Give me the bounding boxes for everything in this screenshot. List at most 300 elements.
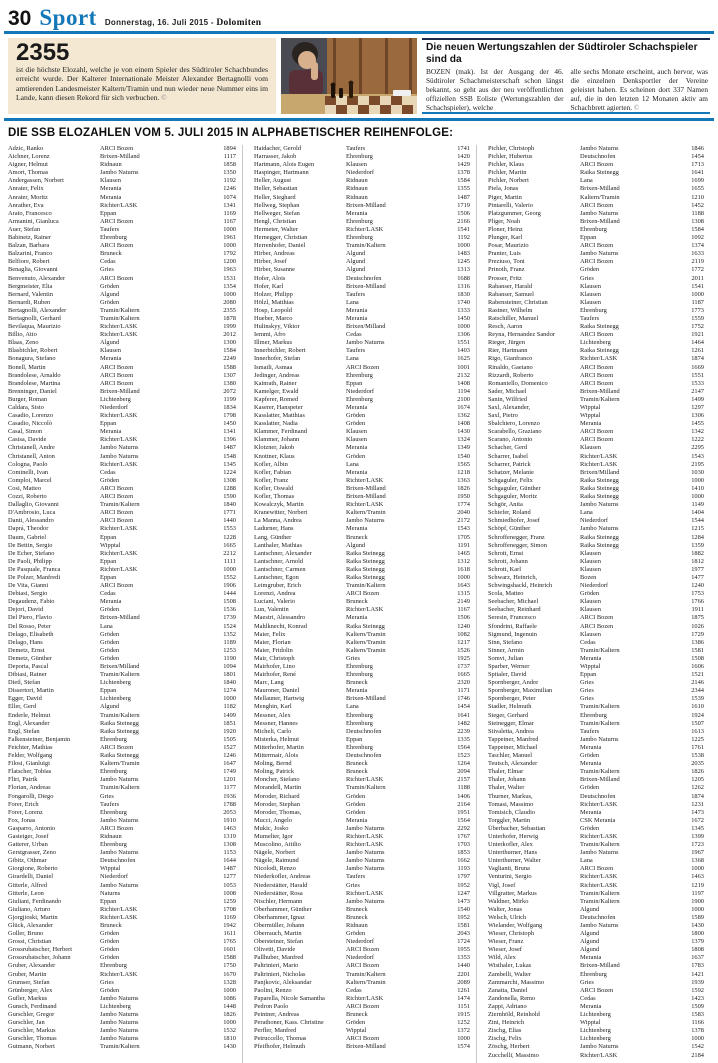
player-club: Bruneck [346, 768, 368, 776]
player-name: Taschler, Manuel [488, 752, 533, 760]
player-elo: 1544 [691, 517, 704, 525]
player-club: Ridnaun [346, 177, 368, 185]
player-elo: 1543 [691, 452, 704, 460]
player-elo: 1253 [223, 646, 236, 654]
player-name: Kofler, Fabian [254, 468, 292, 476]
player-club: Klausen [580, 557, 601, 565]
player-name: Eller, Gerd [8, 703, 37, 711]
player-elo: 1670 [223, 970, 236, 978]
player-elo: 1319 [223, 832, 236, 840]
player-name: Gutmann, Norbert [8, 1043, 55, 1051]
player-elo: 1000 [691, 493, 704, 501]
player-name: Tomasi, Massimo [488, 800, 534, 808]
player-elo: 2344 [691, 687, 704, 695]
player-name: Grossi, Christian [8, 938, 52, 946]
player-elo: 1708 [223, 905, 236, 913]
player-elo: 1308 [223, 841, 236, 849]
player-club: Tramin/Kaltern [100, 784, 140, 792]
player-elo: 1633 [691, 250, 704, 258]
player-row [488, 1035, 704, 1043]
page-number: 30 [8, 7, 32, 30]
player-club: Eppan [100, 533, 117, 541]
player-elo: 1396 [223, 436, 236, 444]
player-club: Raika Steinegg [100, 752, 139, 760]
player-club: Algund [100, 339, 120, 347]
player-row [254, 906, 470, 914]
player-name: Seresin, Francesco [488, 614, 536, 622]
player-elo: 1313 [457, 266, 470, 274]
player-name: Scarabello, Graziano [488, 428, 542, 436]
player-elo: 1240 [691, 582, 704, 590]
player-row [254, 469, 470, 477]
player-name: Rabanser, Harald [488, 282, 533, 290]
player-name: Engl, Stefan [8, 727, 40, 735]
player-row [254, 436, 470, 444]
player-row [254, 922, 470, 930]
player-name: Piger, Martin [488, 193, 522, 201]
player-row [8, 185, 236, 193]
player-row [8, 752, 236, 760]
player-name: Rigo, Gianfranco [488, 355, 533, 363]
player-club: Klausen [580, 298, 601, 306]
player-elo: 1053 [223, 881, 236, 889]
player-club: Raika Steinegg [580, 476, 619, 484]
player-row [488, 590, 704, 598]
player-club: Raika Steinegg [580, 541, 619, 549]
player-club: Merania [100, 193, 122, 201]
player-club: Gröden [100, 954, 120, 962]
player-name: Bernard, Valentin [8, 290, 53, 298]
player-elo: 1574 [457, 1043, 470, 1051]
player-club: Richter/LASK [100, 436, 138, 444]
player-name: Sigmund, Ingenuin [488, 630, 537, 638]
player-row [254, 760, 470, 768]
player-elo: 1705 [457, 533, 470, 541]
player-elo: 1853 [457, 849, 470, 857]
player-row [488, 930, 704, 938]
player-club: Ehrenburg [346, 371, 373, 379]
player-row [254, 598, 470, 606]
player-row [254, 971, 470, 979]
player-name: Comploi, Marcel [8, 476, 52, 484]
player-elo: 1761 [691, 743, 704, 751]
player-row [488, 987, 704, 995]
player-name: Kowalczyk, Martin [254, 501, 304, 509]
player-elo: 1644 [223, 857, 236, 865]
player-elo: 1000 [691, 476, 704, 484]
player-name: Schgaguler, Günther [488, 484, 541, 492]
player-elo: 1408 [457, 420, 470, 428]
player-club: Merania [346, 468, 368, 476]
player-club: Deutschnofen [346, 752, 382, 760]
player-row [254, 712, 470, 720]
player-name: Kofler, Thomas [254, 493, 295, 501]
player-name: Venturini, Sergio [488, 873, 532, 881]
player-elo: 1900 [691, 897, 704, 905]
player-club: Jambo Naturns [580, 922, 619, 929]
player-club: Brixen-Milland [580, 387, 620, 395]
player-club: Brixen-Milland [580, 962, 620, 970]
player-club: Gröden [346, 808, 366, 816]
player-club: Ehrenburg [100, 234, 127, 242]
player-row [488, 299, 704, 307]
player-name: Mitterhofer, Martin [254, 743, 304, 751]
player-elo: 1792 [223, 250, 236, 258]
player-name: Pliger, Noah [488, 217, 521, 225]
player-elo: 1308 [223, 476, 236, 484]
player-club: Jambo Naturns [580, 1043, 619, 1051]
player-row [488, 663, 704, 671]
player-elo: 1506 [457, 614, 470, 622]
player-name: Thaler, Walter [488, 784, 525, 792]
player-club: Merania [346, 306, 368, 314]
player-name: Muscolino, Attilio [254, 841, 301, 849]
player-row [488, 979, 704, 987]
player-name: Dallaglio, Giovanni [8, 501, 59, 509]
player-name: Felder, Wolfgang [8, 752, 53, 760]
player-elo: 1581 [457, 922, 470, 929]
player-name: Wild, Alex [488, 954, 516, 962]
player-row [8, 299, 236, 307]
player-name: Schacher, Gerd [488, 444, 528, 452]
player-name: Casadio, Lorenzo [8, 412, 54, 420]
player-club: Taufers [346, 290, 366, 298]
player-elo: 1952 [457, 881, 470, 889]
player-row [8, 218, 236, 226]
player-row [488, 841, 704, 849]
player-name: Heller, Sieghard [254, 193, 296, 201]
player-name: Brandolese, Arnaldo [8, 371, 61, 379]
player-club: Ehrenburg [346, 711, 373, 719]
player-club: Richter/LASK [100, 913, 138, 921]
player-elo: 1505 [223, 735, 236, 743]
player-name: Benaglia, Giovanni [8, 266, 58, 274]
player-club: Jambo Naturns [100, 452, 139, 460]
player-club: Taufers [346, 347, 366, 355]
player-club: ARCI Bozen [580, 379, 614, 387]
player-row [254, 177, 470, 185]
list-column-3 [476, 145, 710, 1063]
player-club: Niederdorf [346, 169, 375, 177]
player-elo: 1874 [691, 355, 704, 363]
player-club: Lichtenberg [580, 1027, 611, 1035]
player-name: Gasteiger, Josef [8, 832, 49, 840]
brand-logo: Dolomiten [216, 18, 262, 28]
player-name: Unterthurner, Hans [488, 849, 538, 857]
player-name: Schwarz, Heinrich, [488, 573, 538, 581]
player-row [8, 388, 236, 396]
player-elo: 1521 [691, 671, 704, 679]
player-elo: 1264 [457, 760, 470, 768]
player-row [254, 987, 470, 995]
player-elo: 1536 [223, 606, 236, 614]
player-club: Lana [580, 177, 593, 185]
player-name: Rieger, Jürgen [488, 339, 525, 347]
player-elo: 1335 [457, 735, 470, 743]
player-row [488, 444, 704, 452]
player-row [254, 461, 470, 469]
player-elo: 1379 [691, 938, 704, 946]
player-name: Del Rosso, Peter [8, 622, 51, 630]
player-club: Jambo Naturns [580, 145, 619, 152]
player-elo: 1240 [457, 622, 470, 630]
player-elo: 1753 [691, 590, 704, 598]
player-elo: 2292 [457, 824, 470, 832]
player-club: Raika Steinegg [580, 484, 619, 492]
player-name: Schgaguler, Moritz [488, 493, 538, 501]
player-name: Menghin, Karl [254, 703, 292, 711]
player-name: Wisthaler, Lukas [488, 962, 532, 970]
player-elo: 1000 [223, 290, 236, 298]
player-elo: 1543 [457, 525, 470, 533]
player-name: Auer, Stefan [8, 225, 41, 233]
player-row [8, 1019, 236, 1027]
player-row [254, 501, 470, 509]
player-name: Gjorgjioski, Martin [8, 913, 58, 921]
player-club: Algund [580, 905, 600, 913]
player-elo: 1454 [691, 153, 704, 161]
player-name: Maier, Felix [254, 630, 286, 638]
player-name: Schgör, Anita [488, 501, 523, 509]
player-elo: 1723 [691, 841, 704, 849]
player-elo: 1788 [223, 800, 236, 808]
player-row [8, 946, 236, 954]
player-elo: 2166 [457, 217, 470, 225]
player-elo: 1746 [457, 695, 470, 703]
player-elo: 1086 [223, 994, 236, 1002]
player-row [254, 1043, 470, 1051]
player-row [8, 542, 236, 550]
player-name: Bertagnolli, Gerhard [8, 314, 61, 322]
player-name: Somvi, Julian [488, 654, 524, 662]
player-elo: 1951 [457, 808, 470, 816]
player-row [488, 873, 704, 881]
player-elo: 1482 [457, 719, 470, 727]
player-club: Brixen-Milland [100, 614, 140, 622]
player-club: Jambo Naturns [100, 881, 139, 889]
player-name: Cozzi, Roberto [8, 493, 47, 501]
player-row [8, 477, 236, 485]
player-row [488, 477, 704, 485]
player-club: Gries [346, 881, 360, 889]
player-club: Jambo Naturns [100, 1011, 139, 1019]
player-row [254, 234, 470, 242]
player-name: Mellauner, Hartwig [254, 695, 305, 703]
player-club: Klausen [580, 282, 601, 290]
player-name: Kasslatter, Nadia [254, 420, 298, 428]
player-name: Ladurner, Hans [254, 525, 294, 533]
player-name: Rizzardi, Roberto [488, 371, 534, 379]
player-club: Eppan [580, 234, 597, 242]
player-club: Ehrenburg [346, 234, 373, 242]
player-name: Zöschg, Herbert [488, 1043, 530, 1051]
list-column-2 [242, 145, 476, 1063]
player-club: Tramin/Kaltern [580, 646, 620, 654]
player-club: Gröden [346, 1019, 366, 1027]
player-name: Burger, Roman [8, 395, 48, 403]
player-elo: 1350 [223, 169, 236, 177]
player-row [488, 679, 704, 687]
player-row [8, 744, 236, 752]
player-club: Raika Steinegg [580, 493, 619, 501]
player-club: Wipptal [100, 541, 121, 549]
player-name: Sparber, Werner [488, 663, 530, 670]
player-elo: 1352 [223, 630, 236, 638]
player-name: Giorgione, Roberto [8, 865, 58, 873]
player-name: Moling, Patrick [254, 768, 295, 776]
player-elo: 1565 [457, 460, 470, 468]
player-club: Brixen-Milland [346, 1043, 386, 1051]
player-club: Wipptal [346, 1027, 367, 1035]
player-name: Unterthurner, Walter [488, 857, 541, 865]
player-name: Daprá, Theodor [8, 525, 49, 533]
article-endmark: © [633, 103, 640, 112]
player-elo: 1878 [223, 314, 236, 322]
player-club: Wipptal [580, 663, 601, 670]
player-row [8, 768, 236, 776]
player-row [8, 841, 236, 849]
player-name: Gitterle, Leon [8, 889, 44, 897]
player-row [488, 712, 704, 720]
player-club: Gröden [346, 792, 366, 800]
player-elo: 1153 [223, 849, 236, 857]
player-row [488, 202, 704, 210]
player-club: Tramin/Kaltern [580, 897, 620, 905]
player-club: ARCI Bozen [580, 436, 614, 444]
player-row [254, 404, 470, 412]
player-name: Fox, Jonas [8, 816, 36, 824]
player-club: Brixen-Milland [346, 493, 386, 501]
player-club: Jambo Naturns [580, 525, 619, 533]
player-club: Bruneck [100, 922, 122, 929]
player-name: Spornberger, Peter [488, 695, 536, 703]
player-name: Gufler, Markus [8, 994, 48, 1002]
player-club: Klausen [346, 428, 367, 436]
player-elo: 1228 [223, 533, 236, 541]
player-club: Tramin/Kaltern [100, 306, 140, 314]
player-name: Hellweg, Stephan [254, 201, 300, 209]
player-elo: 2320 [457, 679, 470, 687]
player-club: Gröden [100, 298, 120, 306]
player-elo: 1342 [691, 428, 704, 436]
player-name: Casadio, Niccolò [8, 420, 53, 428]
player-row [8, 1011, 236, 1019]
player-elo: 1858 [223, 161, 236, 169]
player-name: Balzarini, Franco [8, 250, 53, 258]
player-name: Mairhofer, René [254, 671, 296, 679]
player-club: Tramin/Kaltern [580, 889, 620, 897]
player-elo: 1507 [691, 719, 704, 727]
player-club: Eppan [580, 671, 597, 679]
player-name: Heller, August [254, 177, 292, 185]
player-row [488, 339, 704, 347]
player-row [254, 1019, 470, 1027]
player-row [488, 501, 704, 509]
player-name: Del Piero, Flavio [8, 614, 52, 622]
player-row [488, 744, 704, 752]
player-elo: 2184 [691, 1051, 704, 1059]
player-club: Lichtenberg [100, 695, 131, 703]
player-elo: 2072 [223, 387, 236, 395]
player-row [488, 493, 704, 501]
player-name: De Paoli, Philipp [8, 557, 52, 565]
player-row [8, 420, 236, 428]
player-club: ARCI Bozen [346, 590, 380, 598]
player-name: Stadler, Helmuth [488, 703, 532, 711]
player-elo: 1477 [691, 573, 704, 581]
player-row [8, 728, 236, 736]
player-elo: 1713 [691, 161, 704, 169]
player-elo: 1812 [691, 557, 704, 565]
player-club: Jambo Naturns [580, 209, 619, 217]
player-elo: 1000 [223, 565, 236, 573]
player-club: Ehrenburg [580, 970, 607, 978]
player-club: Raika Steinegg [580, 347, 619, 355]
player-elo: 1194 [457, 387, 470, 395]
player-name: Mauroner, Daniel [254, 687, 300, 695]
player-row [254, 865, 470, 873]
player-club: Brixen-Milland [346, 695, 386, 703]
article-col-1: BOZEN (mak). Ist der Ausgang der 46. Südtiroler Schachmeisterschaft schon längst bekannt, so geht aus der neu veröffentlichten offiziellen SSB Eoliste (Wertungszahlen der Schachspieler), welche [426, 67, 564, 112]
player-club: Lichtenberg [580, 339, 611, 347]
player-club: Gröden [100, 606, 120, 614]
player-name: Engl, Alexander [8, 719, 50, 727]
player-elo: 1246 [223, 752, 236, 760]
player-name: Christanell, Anton [8, 452, 55, 460]
player-club: Niederdorf [580, 517, 609, 525]
player-club: Bruneck [100, 250, 122, 258]
player-row [8, 347, 236, 355]
player-elo: 2119 [691, 258, 704, 266]
player-club: Wipptal [580, 412, 601, 420]
player-name: Pichler, Hubertus [488, 153, 533, 161]
player-name: Forer, Lorenz [8, 808, 43, 816]
player-row [8, 712, 236, 720]
player-elo: 1386 [691, 638, 704, 646]
player-row [8, 145, 236, 153]
player-row [8, 865, 236, 873]
player-row [488, 550, 704, 558]
player-row [8, 922, 236, 930]
player-row [488, 865, 704, 873]
player-row [8, 930, 236, 938]
player-elo: 1000 [457, 573, 470, 581]
player-name: Grumser, Stefan [8, 978, 50, 986]
player-name: Resch, Aaron [488, 323, 523, 331]
player-name: Maier, Florian [254, 638, 291, 646]
player-elo: 1430 [691, 922, 704, 929]
player-club: Klausen [346, 161, 367, 169]
player-elo: 1564 [457, 743, 470, 751]
player-club: Richter/LASK [580, 452, 618, 460]
player-row [254, 412, 470, 420]
player-row [488, 436, 704, 444]
player-elo: 1772 [691, 266, 704, 274]
player-club: Tramin/Kaltern [100, 314, 140, 322]
player-elo: 1167 [223, 217, 236, 225]
player-club: Ehrenburg [580, 711, 607, 719]
player-name: Maestri, Alessandro [254, 614, 306, 622]
player-name: Morandell, Martin [254, 784, 302, 792]
player-club: ARCI Bozen [100, 379, 134, 387]
player-name: Hartmann, Alois Eugen [254, 161, 315, 169]
player-club: Gröden [346, 800, 366, 808]
player-elo: 1030 [691, 468, 704, 476]
player-club: ARCI Bozen [100, 371, 134, 379]
player-name: Brandolese, Martina [8, 379, 61, 387]
player-row [488, 372, 704, 380]
player-row [254, 453, 470, 461]
